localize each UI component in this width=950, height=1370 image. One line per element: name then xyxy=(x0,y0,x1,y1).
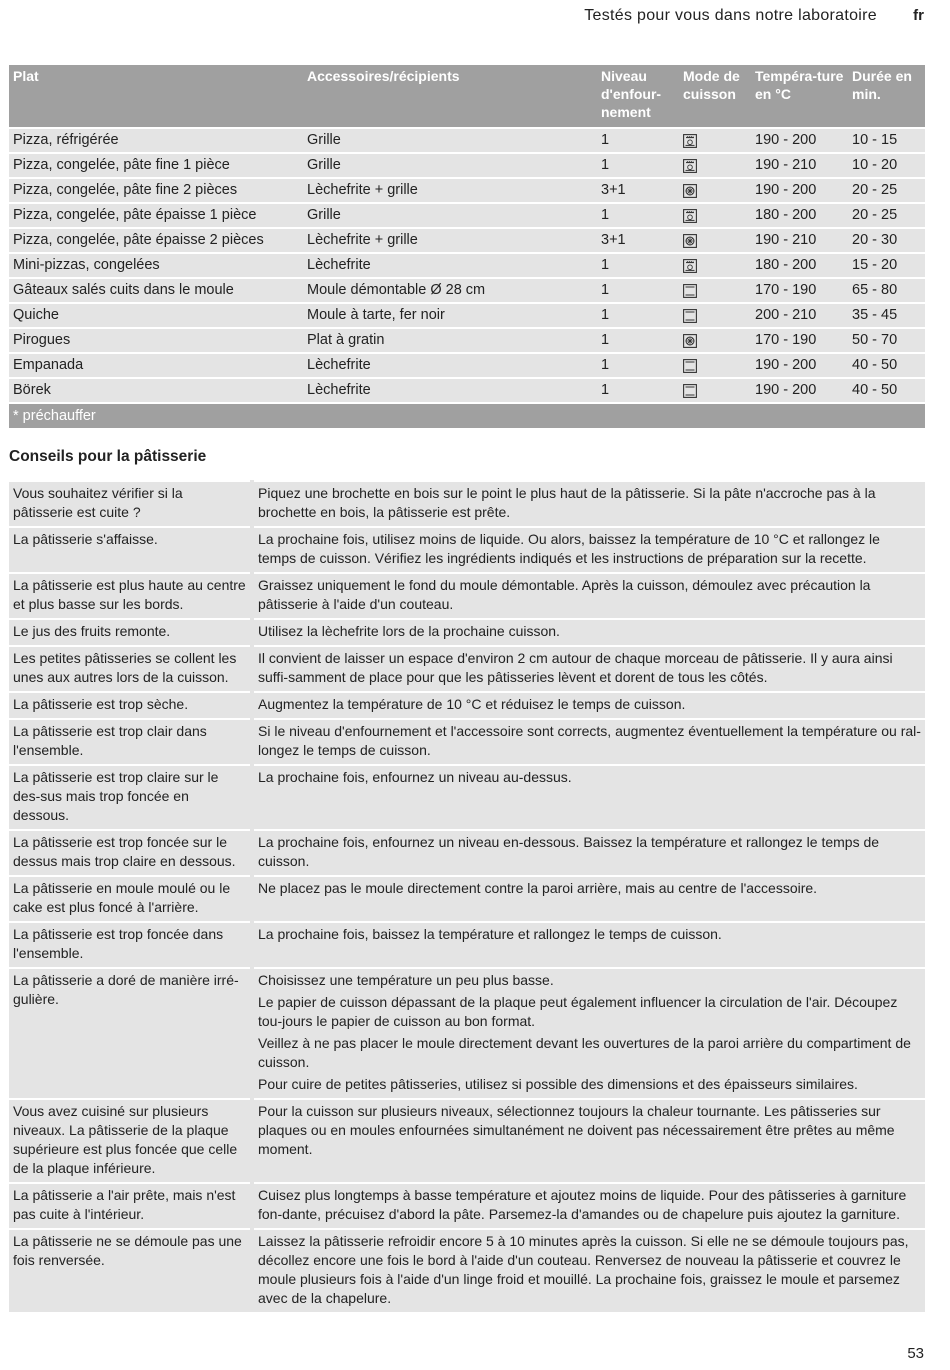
tip-row xyxy=(9,692,925,719)
tip-problem: La pâtisserie s'affaisse. xyxy=(9,527,252,573)
tip-solution-paragraph: La prochaine fois, enfournez un niveau au-dessus. xyxy=(258,769,572,785)
cell-temperature: 190 - 200 xyxy=(751,378,848,403)
cell-plat: Quiche xyxy=(9,303,303,328)
cell-accessoires: Grille xyxy=(303,128,597,153)
tip-solution-paragraph: Il convient de laisser un espace d'environ 2 cm autour de chaque morceau de pâtisserie. Il y aura ainsi suffi-samment de place pour que les pâtisseries lèvent et dorent de tous les côtés. xyxy=(258,650,893,685)
cell-plat: Börek xyxy=(9,378,303,403)
tip-solution xyxy=(252,1229,925,1312)
cell-mode xyxy=(679,328,751,353)
header-title: Testés pour vous dans notre laboratoire xyxy=(584,7,877,24)
cell-temperature: 190 - 210 xyxy=(751,153,848,178)
cell-temperature: 170 - 190 xyxy=(751,328,848,353)
fan-oven-icon xyxy=(683,333,697,347)
tip-row xyxy=(9,968,925,1099)
cell-niveau: 1 xyxy=(597,153,679,178)
tip-row xyxy=(9,573,925,619)
table-row xyxy=(9,353,925,378)
cell-duree: 10 - 15 xyxy=(848,128,925,153)
tip-row xyxy=(9,922,925,968)
tip-solution-paragraph: Graissez uniquement le fond du moule démontable. Après la cuisson, démoulez avec précaution la pâtisserie à l'aide d'un couteau. xyxy=(258,577,871,612)
tip-solution-paragraph: Ne placez pas le moule directement contre la paroi arrière, mais au centre de l'accessoire. xyxy=(258,880,818,896)
table-row xyxy=(9,253,925,278)
top-bottom-heat-icon xyxy=(683,308,697,322)
cell-niveau: 1 xyxy=(597,328,679,353)
cell-accessoires: Lèchefrite + grille xyxy=(303,228,597,253)
footnote-row xyxy=(9,403,925,428)
cell-accessoires: Grille xyxy=(303,203,597,228)
tip-row xyxy=(9,646,925,692)
cell-plat: Pirogues xyxy=(9,328,303,353)
tip-solution xyxy=(252,646,925,692)
cell-plat: Pizza, réfrigérée xyxy=(9,128,303,153)
cell-niveau: 3+1 xyxy=(597,228,679,253)
table-row xyxy=(9,328,925,353)
tip-problem: La pâtisserie est trop claire sur le des-sus mais trop foncée en dessous. xyxy=(9,765,252,830)
cell-mode xyxy=(679,253,751,278)
tip-problem: La pâtisserie a l'air prête, mais n'est pas cuite à l'intérieur. xyxy=(9,1183,252,1229)
cell-plat: Pizza, congelée, pâte épaisse 1 pièce xyxy=(9,203,303,228)
tip-problem: La pâtisserie est plus haute au centre et plus basse sur les bords. xyxy=(9,573,252,619)
cell-accessoires: Lèchefrite xyxy=(303,253,597,278)
table-row xyxy=(9,153,925,178)
hot-air-grill-icon xyxy=(683,158,697,172)
page-number: 53 xyxy=(907,1345,924,1362)
tip-problem: Vous souhaitez vérifier si la pâtisserie est cuite ? xyxy=(9,481,252,527)
cell-mode xyxy=(679,353,751,378)
tip-solution-paragraph: Le papier de cuisson dépassant de la plaque peut également influencer la circulation de l'air. Découpez tou-jours le papier de cuisson au bon format. xyxy=(258,994,898,1029)
cell-temperature: 180 - 200 xyxy=(751,253,848,278)
tip-row xyxy=(9,1099,925,1183)
hot-air-grill-icon xyxy=(683,258,697,272)
cell-niveau: 1 xyxy=(597,203,679,228)
tip-solution xyxy=(252,692,925,719)
cell-accessoires: Lèchefrite + grille xyxy=(303,178,597,203)
col-header-mode: Mode de cuisson xyxy=(679,65,751,128)
tip-solution xyxy=(252,876,925,922)
tip-solution xyxy=(252,1099,925,1183)
tip-problem: Vous avez cuisiné sur plusieurs niveaux. La pâtisserie de la plaque supérieure est plus foncée que celle de la plaque inférieure. xyxy=(9,1099,252,1183)
table-row xyxy=(9,378,925,403)
cell-temperature: 170 - 190 xyxy=(751,278,848,303)
cell-temperature: 200 - 210 xyxy=(751,303,848,328)
tip-solution xyxy=(252,619,925,646)
tip-solution xyxy=(252,830,925,876)
cell-niveau: 1 xyxy=(597,253,679,278)
tip-solution-paragraph: Veillez à ne pas placer le moule directement devant les ouvertures de la paroi arrière du compartiment de cuisson. xyxy=(258,1035,911,1070)
col-header-temperature: Tempéra-ture en °C xyxy=(751,65,848,128)
cell-duree: 40 - 50 xyxy=(848,353,925,378)
top-bottom-heat-icon xyxy=(683,383,697,397)
tip-solution xyxy=(252,481,925,527)
top-bottom-heat-icon xyxy=(683,358,697,372)
tip-row xyxy=(9,719,925,765)
cell-mode xyxy=(679,153,751,178)
cell-niveau: 1 xyxy=(597,128,679,153)
cell-mode xyxy=(679,278,751,303)
tip-problem: La pâtisserie en moule moulé ou le cake est plus foncé à l'arrière. xyxy=(9,876,252,922)
cell-plat: Empanada xyxy=(9,353,303,378)
cell-niveau: 1 xyxy=(597,303,679,328)
col-header-plat: Plat xyxy=(9,65,303,128)
cell-plat: Gâteaux salés cuits dans le moule xyxy=(9,278,303,303)
tip-solution xyxy=(252,719,925,765)
cell-plat: Pizza, congelée, pâte fine 1 pièce xyxy=(9,153,303,178)
col-header-duree: Durée en min. xyxy=(848,65,925,128)
tip-row xyxy=(9,527,925,573)
cell-niveau: 1 xyxy=(597,353,679,378)
tip-solution-paragraph: Si le niveau d'enfournement et l'accessoire sont corrects, augmentez éventuellement la température ou ral-longez le temps de cuisson. xyxy=(258,723,921,758)
cell-mode xyxy=(679,178,751,203)
cell-niveau: 1 xyxy=(597,278,679,303)
cell-niveau: 3+1 xyxy=(597,178,679,203)
cell-temperature: 190 - 200 xyxy=(751,178,848,203)
cell-duree: 20 - 25 xyxy=(848,178,925,203)
tip-solution-paragraph: La prochaine fois, utilisez moins de liquide. Ou alors, baissez la température de 10 °C et rallongez le temps de cuisson. Vérifiez les ingrédients indiqués et les instructions de préparation sur la recette. xyxy=(258,531,880,566)
tip-solution-paragraph: Pour cuire de petites pâtisseries, utilisez si possible des dimensions et des épaisseurs similaires. xyxy=(258,1076,858,1092)
cell-accessoires: Moule démontable Ø 28 cm xyxy=(303,278,597,303)
cell-temperature: 190 - 210 xyxy=(751,228,848,253)
cell-accessoires: Grille xyxy=(303,153,597,178)
cell-accessoires: Plat à gratin xyxy=(303,328,597,353)
cell-accessoires: Lèchefrite xyxy=(303,353,597,378)
cell-temperature: 190 - 200 xyxy=(751,128,848,153)
tip-solution xyxy=(252,573,925,619)
tip-solution-paragraph: Choisissez une température un peu plus basse. xyxy=(258,972,554,988)
cell-mode xyxy=(679,128,751,153)
cell-accessoires: Moule à tarte, fer noir xyxy=(303,303,597,328)
fan-oven-icon xyxy=(683,233,697,247)
tip-solution xyxy=(252,1183,925,1229)
cell-duree: 65 - 80 xyxy=(848,278,925,303)
tip-row xyxy=(9,1183,925,1229)
table-header-row xyxy=(9,65,925,128)
tip-problem: Le jus des fruits remonte. xyxy=(9,619,252,646)
table-row xyxy=(9,278,925,303)
tip-solution-paragraph: La prochaine fois, enfournez un niveau en-dessous. Baissez la température et rallongez le temps de cuisson. xyxy=(258,834,880,869)
tip-solution xyxy=(252,765,925,830)
tip-row xyxy=(9,1229,925,1312)
tip-solution xyxy=(252,968,925,1099)
tip-problem: Les petites pâtisseries se collent les unes aux autres lors de la cuisson. xyxy=(9,646,252,692)
tip-solution xyxy=(252,527,925,573)
tip-problem: La pâtisserie est trop clair dans l'ensemble. xyxy=(9,719,252,765)
tip-solution-paragraph: Laissez la pâtisserie refroidir encore 5 à 10 minutes après la cuisson. Si elle ne se démoule toujours pas, décollez encore une fois le bord à l'aide d'un couteau. Renversez de nouveau la pâtisserie et couvrez le moule plusieurs fois à l'aide d'un linge froid et mouillé. La prochaine fois, graissez le moule et parsemez avec de la chapelure. xyxy=(258,1233,909,1306)
cell-duree: 10 - 20 xyxy=(848,153,925,178)
top-bottom-heat-icon xyxy=(683,283,697,297)
hot-air-grill-icon xyxy=(683,133,697,147)
hot-air-grill-icon xyxy=(683,208,697,222)
cell-mode xyxy=(679,378,751,403)
tip-problem: La pâtisserie a doré de manière irré-gulière. xyxy=(9,968,252,1099)
col-header-accessoires: Accessoires/récipients xyxy=(303,65,597,128)
tip-row xyxy=(9,830,925,876)
cell-accessoires: Lèchefrite xyxy=(303,378,597,403)
cell-duree: 20 - 30 xyxy=(848,228,925,253)
cell-duree: 15 - 20 xyxy=(848,253,925,278)
section-title: Conseils pour la pâtisserie xyxy=(9,448,207,465)
tip-problem: La pâtisserie est trop foncée dans l'ensemble. xyxy=(9,922,252,968)
cell-plat: Pizza, congelée, pâte épaisse 2 pièces xyxy=(9,228,303,253)
cell-temperature: 190 - 200 xyxy=(751,353,848,378)
tip-solution-paragraph: Pour la cuisson sur plusieurs niveaux, sélectionnez toujours la chaleur tournante. Les pâtisseries sur plaques ou en moules enfournées simultanément ne doivent pas nécessairement être prêtes au même moment. xyxy=(258,1103,895,1157)
tip-solution-paragraph: La prochaine fois, baissez la température et rallongez le temps de cuisson. xyxy=(258,926,722,942)
table-row xyxy=(9,128,925,153)
table-row xyxy=(9,203,925,228)
cell-mode xyxy=(679,228,751,253)
cell-plat: Mini-pizzas, congelées xyxy=(9,253,303,278)
cell-duree: 20 - 25 xyxy=(848,203,925,228)
table-row xyxy=(9,228,925,253)
cell-temperature: 180 - 200 xyxy=(751,203,848,228)
tip-row xyxy=(9,619,925,646)
cell-duree: 35 - 45 xyxy=(848,303,925,328)
tip-solution-paragraph: Augmentez la température de 10 °C et réduisez le temps de cuisson. xyxy=(258,696,686,712)
tip-row xyxy=(9,765,925,830)
tip-problem: La pâtisserie est trop sèche. xyxy=(9,692,252,719)
tip-problem: La pâtisserie ne se démoule pas une fois renversée. xyxy=(9,1229,252,1312)
cell-duree: 50 - 70 xyxy=(848,328,925,353)
cell-mode xyxy=(679,203,751,228)
fan-oven-icon xyxy=(683,183,697,197)
cell-niveau: 1 xyxy=(597,378,679,403)
tip-row xyxy=(9,481,925,527)
page-header xyxy=(0,7,950,29)
footnote-text: * préchauffer xyxy=(9,403,925,428)
table-row xyxy=(9,303,925,328)
language-code: fr xyxy=(913,7,924,24)
tip-solution xyxy=(252,922,925,968)
tip-solution-paragraph: Piquez une brochette en bois sur le point le plus haut de la pâtisserie. Si la pâte n'accroche pas à la brochette en bois, la pâtisserie est prête. xyxy=(258,485,876,520)
table-row xyxy=(9,178,925,203)
tip-problem: La pâtisserie est trop foncée sur le dessus mais trop claire en dessous. xyxy=(9,830,252,876)
baking-table xyxy=(9,65,925,428)
tip-solution-paragraph: Cuisez plus longtemps à basse température et ajoutez moins de liquide. Pour des pâtisseries à garniture fon-dante, précuisez d'abord la pâte. Parsemez-la d'amandes ou de chapelure puis ajoutez la garniture. xyxy=(258,1187,907,1222)
cell-duree: 40 - 50 xyxy=(848,378,925,403)
cell-plat: Pizza, congelée, pâte fine 2 pièces xyxy=(9,178,303,203)
tips-table xyxy=(9,480,925,1312)
tip-row xyxy=(9,876,925,922)
cell-mode xyxy=(679,303,751,328)
tip-solution-paragraph: Utilisez la lèchefrite lors de la prochaine cuisson. xyxy=(258,623,560,639)
col-header-niveau: Niveau d'enfour-nement xyxy=(597,65,679,128)
